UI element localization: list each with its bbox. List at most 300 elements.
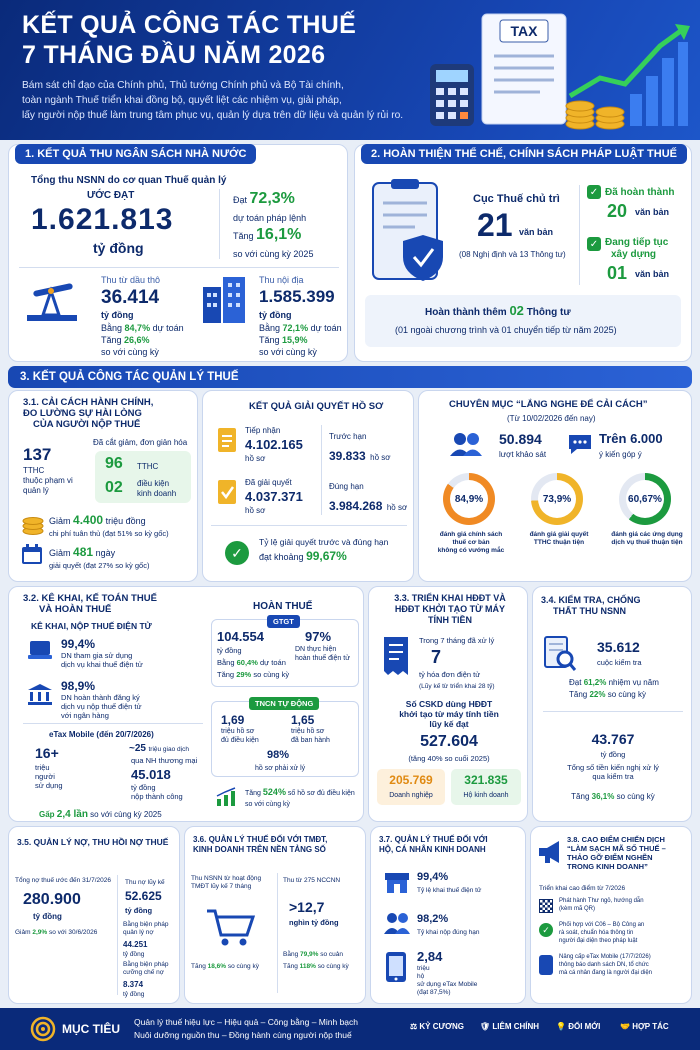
s1-lead2: ƯỚC ĐẠT [87,190,135,201]
dom-label: Thu nội địa [259,275,304,285]
s36-i1c: so cùng kỳ [227,963,259,970]
s31-title2: ĐO LƯỜNG SỰ HÀI LÒNG [23,408,142,419]
s38-b2b: rà soát, chuẩn hóa thông tin [559,930,634,936]
receipt-icon [381,635,411,677]
hs-rate1: Tỷ lệ giải quyết trước và đúng hạn [259,537,389,547]
s32-p1b: dịch vụ khai thuế điện tử [61,660,143,669]
s33-n2n: (tăng 40% so cuối 2025) [408,754,490,763]
ht-inc-c: số hồ sơ đủ điều kiện [287,790,355,797]
dom-value: 1.585.399 [259,287,335,306]
s31-n02: 02 [105,479,123,496]
s35-debt: 280.900 [23,891,81,908]
s32-u1a: triệu [35,763,50,772]
divider [543,711,683,712]
s36-i2a: Bằng [283,951,299,958]
s34-r1c: nhiệm vụ năm [608,678,659,687]
ht-inc-a: Tăng [245,790,261,797]
s38-lead: Triển khai cao điểm từ 7/2026 [539,885,626,892]
divider [23,723,203,724]
mobile-icon [385,951,407,983]
ht-t1b: đủ điều kiện [221,737,259,744]
footer-v2: LIÊM CHÍNH [492,1022,540,1031]
title-line-1: KẾT QUẢ CÔNG TÁC THUẾ [22,11,357,39]
s35-debt-a: Giảm [15,929,31,936]
ht-v1b: 60,4% [236,658,258,667]
s2-extra-c: Thông tư [526,307,571,318]
value-dm: 💡 ĐỔI MỚI [556,1022,601,1031]
dom-r2b: 15,9% [282,335,308,345]
hs-ontime-u: hồ sơ [386,503,408,512]
cm-n1u: lượt khảo sát [499,450,547,459]
oil-label: Thu từ dầu thô [101,275,161,285]
people-icon [383,911,411,935]
clipboard-shield-icon [369,177,447,283]
s34-r3a: Tăng [571,792,590,801]
check-icon: ✓ [587,237,601,251]
s34-r2b: 22% [589,690,606,699]
desc-line-3: lấy người nộp thuế làm trung tâm phục vụ, quản lý dựa trên dữ liệu và quản lý rủi ro. [22,110,404,121]
s34-title1: 3.4. KIỂM TRA, CHỐNG [541,595,641,605]
oil-pump-icon [23,279,81,323]
calendar-icon [21,543,43,565]
divider [321,425,322,515]
s2-done-num: 20 [607,201,628,221]
s37-p3b: hộ [417,973,425,980]
s32-p2c: với ngân hàng [61,711,109,720]
s35-m1u: tỷ đồng [123,951,145,958]
s32-sub: KÊ KHAI, NỘP THUẾ ĐIỆN TỬ [31,621,152,631]
s32-u3a: tỷ đồng [131,783,156,792]
s2-done-unit: văn bản [635,207,670,217]
s35-debt-c: so với 30/6/2026 [48,929,98,936]
s38-title3: THẢO GỠ ĐIỂM NGHẼN [567,853,653,862]
s33-l2a: Số CSKD dùng HĐĐT [405,699,493,709]
s31-day-b: 481 [73,545,94,559]
section-2-title: 2. HOÀN THIỆN THỂ CHẾ, CHÍNH SÁCH PHÁP LUẬT THUẾ [361,144,687,164]
s2-unit: văn bản [519,227,554,237]
s31-n96u: TTHC [137,462,159,471]
reach-pre: Đạt [233,195,248,205]
s32-gap-a: Gấp [39,810,55,819]
s34-n2: 43.767 [591,731,635,747]
s32-p2: 98,9% [61,679,96,693]
s34-r3c: so cùng kỳ [616,792,655,801]
footer-v3: ĐỔI MỚI [568,1022,601,1031]
s31-day-a: Giảm [49,548,71,558]
s36-i3b: 118% [299,963,316,970]
s37-card [370,826,526,1004]
s34-r2c: so cùng kỳ [607,690,646,699]
ht-v1e: 29% [236,670,252,679]
hs-ok-u: hồ sơ [245,506,266,515]
shopping-cart-icon [205,907,255,947]
inc-pre: Tăng [233,231,254,241]
oil-r2b: 26,6% [124,335,150,345]
section-2-card [354,144,692,362]
s35-col-u: tỷ đồng [125,906,153,915]
s31-n02a: điều kiện [137,479,170,488]
s1-unit: tỷ đồng [93,240,144,256]
ht-v1d: Tăng [217,670,235,679]
tax-label: TAX [510,23,538,39]
s2-cont-label2: xây dựng [611,249,657,260]
s34-r1b: 61,2% [583,678,607,687]
s33-hkd: 321.835 [464,773,508,787]
ht-v1: 104.554 [217,629,264,644]
ht-v1u: tỷ đồng [217,646,242,655]
s38-b2a: Phối hợp với C06 – Bộ Công an [559,922,645,928]
footer-v1: KỶ CƯƠNG [419,1022,464,1031]
s32-p1: 99,4% [61,637,96,651]
s31-cost-c: triệu đồng [105,516,146,526]
divider [117,875,118,995]
s37-p2: 98,2% [417,913,449,925]
s34-card [532,586,692,822]
dom-r1c: dự toán [310,323,342,333]
s33-title1: 3.3. TRIỂN KHAI HĐĐT VÀ [394,593,506,603]
s36-card [184,826,366,1004]
s32-gap-b: 2,4 lần [56,809,88,820]
s2-lead: Cục Thuế chủ trì [473,193,560,205]
s32-card [8,586,364,822]
s35-col-l: Thu nợ lũy kế [125,879,165,886]
check-circle-icon: ✓ [539,923,553,937]
s32-u1: 16+ [35,745,59,761]
s31-n137c: quản lý [23,486,49,495]
s35-m2u: tỷ đồng [123,991,145,998]
dom-r2c: so với cùng kỳ [259,347,317,357]
ring-value: 73,9% [538,480,576,518]
hs-early-u: hồ sơ [370,453,391,462]
hs-ok-v: 4.037.371 [245,489,303,504]
s32-title1: 3.2. KÊ KHAI, KẾ TOÁN THUẾ [23,593,157,604]
s38-title1: 3.8. CAO ĐIỂM CHIẾN DỊCH [567,835,665,844]
dom-r2a: Tăng [259,335,280,345]
chuyenmuc-card [418,390,692,582]
s33-n1u: tỷ hóa đơn điện tử [419,670,481,679]
dom-r1a: Bằng [259,323,281,333]
hs-rec-v: 4.102.165 [245,437,303,452]
header-banner [0,0,700,140]
s34-r1a: Đạt [569,678,582,687]
ring-value: 84,9% [450,480,488,518]
ring-label: đánh giá các ứng dụng dịch vụ thuế thuận tiện [611,531,683,546]
s38-b1b: (kèm mã QR) [559,906,595,912]
s31-n137b: thuộc phạm vi [23,476,73,485]
s36-title2: KINH DOANH TRÊN NỀN TẢNG SỐ [193,845,326,854]
s35-title: 3.5. QUẢN LÝ NỢ, THU HỒI NỢ THUẾ [17,837,169,847]
ring-value: 60,67% [626,480,664,518]
cm-n1: 50.894 [499,431,542,447]
s35-debt-b: 2,9% [32,929,48,936]
s38-b3b: thông báo danh sách DN, tổ chức [559,962,649,968]
s32-p1a: DN tham gia sử dụng [61,651,133,660]
divider [211,525,407,526]
s31-n137a: TTHC [23,466,45,475]
s32-u2: ~25 [129,743,146,754]
ht-v2: 97% [305,629,332,644]
s1-lead: Tổng thu NSNN do cơ quan Thuế quản lý [31,175,227,186]
cm-n2: 6.000 [630,431,663,446]
store-icon [383,871,411,895]
s35-debt-l: Tổng nợ thuế ước đến 31/7/2026 [15,877,111,884]
s2-note: (08 Nghị định và 13 Thông tư) [459,250,566,259]
check-circle-icon: ✓ [225,541,249,565]
s33-title3: TÍNH TIỀN [428,615,472,625]
oil-r1a: Bằng [101,323,123,333]
ht-v1f: so cùng kỳ [253,670,290,679]
footer-label: MỤC TIÊU [62,1022,120,1036]
dom-unit: tỷ đồng [259,310,292,320]
s31-cut: Đã cắt giảm, đơn giản hóa [93,438,188,447]
oil-r2a: Tăng [101,335,122,345]
s31-title1: 3.1. CẢI CÁCH HÀNH CHÍNH, [23,397,154,408]
building-icon [199,273,253,325]
s2-extra-b: 02 [509,303,524,318]
s36-i2c: so cuản [320,951,344,958]
s37-title1: 3.7. QUẢN LÝ THUẾ ĐỐI VỚI [379,835,488,844]
cm-date: (Từ 10/02/2026 đến nay) [507,414,596,423]
s35-m2: 8.374 [123,980,144,989]
s2-extra-a: Hoàn thành thêm [425,307,507,318]
oil-r1c: dự toán [152,323,184,333]
footer-v4: HỢP TÁC [632,1022,669,1031]
ht-t1a: triệu hồ sơ [221,728,255,735]
s31-cost-b: 4.400 [73,513,104,527]
desc-line-1: Bám sát chỉ đạo của Chính phủ, Thủ tướng Chính phủ và Bộ Tài chính, [22,80,344,91]
users-icon [449,431,483,457]
search-document-icon [543,635,577,673]
s38-b2c: người đại diện theo pháp luật [559,938,638,944]
s37-p3: 2,84 [417,949,443,964]
inc-post: so với cùng kỳ 2025 [233,249,314,259]
s37-title2: HỘ, CÁ NHÂN KINH DOANH [379,845,486,854]
cm-n2u: ý kiến góp ý [599,450,642,459]
s36-l1a: Thu NSNN từ hoạt động [191,875,262,882]
footer-l1: Quản lý thuế hiệu lực – Hiệu quả – Công bằng – Minh bạch [134,1017,359,1027]
hs-ontime: Đúng hạn [329,482,364,491]
s36-l2: Thu từ 275 NCCNN [283,877,341,884]
s38-title2: “LÀM SẠCH MÃ SỐ THUẾ – [567,844,666,853]
footer-l2: Nuôi dưỡng nguồn thu – Đồng hành cùng người nộp thuế [134,1030,352,1040]
s36-i3a: Tăng [283,963,298,970]
check-icon: ✓ [587,185,601,199]
s32-etax: eTax Mobile (đến 20/7/2026) [49,730,154,739]
s31-card [8,390,198,582]
s35-m2b: cưỡng chế nợ [123,969,165,976]
s37-p3a: triệu [417,965,430,972]
s38-card [530,826,692,1004]
growth-chart-icon [215,787,239,807]
s31-title3: CỦA NGƯỜI NỘP THUẾ [33,419,141,430]
s34-r3b: 36,1% [591,792,615,801]
ht-t3a: hồ sơ phải xử lý [255,765,306,772]
ht-inc-b: 524% [262,787,286,797]
hs-early-v: 39.833 [329,449,366,463]
ht-t3: 98% [267,749,290,761]
s36-i3c: so cùng kỳ [317,963,349,970]
hs-rec: Tiếp nhận [245,426,281,435]
s34-n2u: tỷ đồng [600,750,626,759]
ht-v2b: hoàn thuế điện tử [295,655,350,662]
s35-m1: 44.251 [123,940,148,949]
s38-title4: TRONG KINH DOANH” [567,862,648,871]
s37-p1a: Tỷ lệ khai thuế điện tử [417,887,482,894]
hs-rate-v: 99,67% [306,549,347,563]
section-3-title: 3. KẾT QUẢ CÔNG TÁC QUẢN LÝ THUẾ [8,366,692,388]
title-line-2: 7 THÁNG ĐẦU NĂM 2026 [22,41,326,69]
footer-banner [0,1008,700,1050]
ht-t2b: đã ban hành [291,737,330,744]
ring-label: đánh giá giải quyết TTHC thuận tiện [529,531,589,546]
s32-title2: VÀ HOÀN THUẾ [39,604,112,615]
ring-label: đánh giá chính sách thuế cơ bản không có vướng mắc [437,531,505,554]
s34-l2a: Tổng số tiền kiến nghị xử lý [567,763,659,772]
s32-u3b: nộp thành công [131,792,183,801]
document-icon [217,427,237,453]
reach-post: dự toán pháp lệnh [233,213,307,223]
satisfaction-ring [443,473,495,525]
ht-tncn: TNCN TỰ ĐỘNG [249,697,319,710]
s35-card [8,826,180,1004]
coins-icon [21,513,45,535]
inc-value: 16,1% [256,226,302,243]
phone-icon [539,955,553,975]
oil-r2c: so với cùng kỳ [101,347,159,357]
reach-value: 72,3% [249,190,295,207]
satisfaction-rings [419,473,693,577]
s2-num: 21 [477,207,513,243]
satisfaction-ring [619,473,671,525]
section-1-title: 1. KẾT QUẢ THU NGÂN SÁCH NHÀ NƯỚC [15,144,256,164]
hs-rec-u: hồ sơ [245,454,266,463]
s38-b3a: Nâng cấp eTax Mobile (17/7/2026) [559,954,651,960]
laptop-icon [27,639,53,661]
s34-r2a: Tăng [569,690,588,699]
s36-n2: >12,7 [289,899,325,915]
s34-n1: 35.612 [597,639,640,655]
s31-n96: 96 [105,455,123,472]
hs-ok: Đã giải quyết [245,478,292,487]
ht-title: HOÀN THUẾ [253,601,313,612]
s33-card [368,586,528,822]
qr-code-icon [539,899,553,913]
s36-i1a: Tăng [191,963,206,970]
s38-b1a: Phát hành Thư ngỏ, hướng dẫn [559,898,644,904]
s34-title2: THẤT THU NSNN [553,606,626,616]
s32-u2b: qua NH thương mại [131,756,198,765]
s31-n02b: kinh doanh [137,489,177,498]
oil-value: 36.414 [101,287,160,308]
s37-p3d: (đạt 87,5%) [417,989,451,996]
oil-r1b: 84,7% [124,323,151,333]
s35-m1a: Bằng biện pháp [123,921,169,928]
s33-n1: 7 [431,647,442,667]
s32-u2a: triệu giao dịch [148,746,189,753]
s31-n137: 137 [23,445,52,464]
s36-l1b: TMĐT lũy kế 7 tháng [191,883,252,890]
s33-title2: HĐĐT KHỞI TẠO TỪ MÁY [394,604,506,614]
s32-gap-c: so với cùng kỳ 2025 [90,810,162,819]
s37-p2a: Tỷ khai nộp đúng hạn [417,929,480,936]
dom-r1b: 72,1% [282,323,309,333]
hs-early: Trước hạn [329,432,367,441]
ht-inc-d: so với cùng kỳ [245,801,291,808]
s33-n2: 527.604 [420,733,478,750]
s2-cont-unit: văn bản [635,269,670,279]
value-kyc: ⚖ KỶ CƯƠNG [410,1022,464,1031]
bank-icon [27,683,53,705]
s31-day-d: giải quyết (đạt 27% so kỳ gốc) [49,561,150,570]
s31-cost-d: chi phí tuân thủ (đạt 51% so kỳ gốc) [49,529,169,538]
s33-l1: Trong 7 tháng đã xử lý [419,636,495,645]
s32-u1c: sử dụng [35,781,63,790]
s35-m1b: quản lý nợ [123,929,154,936]
ht-v1a: Bằng [217,658,235,667]
divider [579,185,580,285]
s2-extra-note: (01 ngoài chương trình và 01 chuyển tiếp từ năm 2025) [395,325,617,335]
satisfaction-ring [531,473,583,525]
s38-b3c: mà cá nhân đang là người đại diện [559,970,653,976]
divider [277,873,278,993]
s2-cont-num: 01 [607,263,628,283]
tax-illustration [420,6,690,138]
oil-unit: tỷ đồng [101,310,134,320]
cm-n2a: Trên [599,431,627,446]
ht-v2a: DN thực hiện [295,646,337,653]
s33-l2b: khởi tạo từ máy tính tiền [399,709,499,719]
s34-l2b: qua kiểm tra [592,772,634,781]
section-1-card [8,144,348,362]
page-title [22,10,356,70]
s32-p2b: dịch vụ nộp thuế điện tử [61,702,142,711]
ht-v1c: dự toán [260,658,286,667]
s32-u3: 45.018 [131,767,171,782]
s33-dn: 205.769 [389,773,433,787]
megaphone-icon [537,839,565,865]
s31-day-c: ngày [95,548,116,558]
desc-line-2: toàn ngành Thuế triển khai đồng bộ, quyết liệt các nhiệm vụ, giải pháp, [22,95,342,106]
value-ht: 🤝 HỢP TÁC [620,1022,669,1031]
s36-i2b: 79,9% [300,951,319,958]
s33-dn-u: Doanh nghiệp [389,792,433,799]
ht-t1: 1,69 [221,713,245,727]
s37-p3c: sử dụng eTax Mobile [417,981,478,988]
s33-hkd-u: Hộ kinh doanh [463,792,509,799]
ht-t2: 1,65 [291,713,315,727]
s36-i1b: 18,6% [207,963,227,970]
hoso-card [202,390,414,582]
hs-rate2: đạt khoảng [259,552,304,562]
s32-p2a: DN hoàn thành đăng ký [61,693,140,702]
document-check-icon [217,479,237,505]
s1-total: 1.621.813 [31,203,174,236]
s35-col: 52.625 [125,889,162,903]
s2-cont-label1: Đang tiếp tục [605,237,669,248]
ht-gtgt: GTGT [267,615,300,628]
s33-n1n: (Lũy kế từ triển khai 28 tỷ) [419,683,495,690]
s34-n1u: cuộc kiểm tra [597,658,642,667]
divider [219,189,220,259]
s35-m2a: Bằng biện pháp [123,961,169,968]
s33-l2c: lũy kế đạt [429,719,469,729]
s31-cost-a: Giảm [49,516,71,526]
s36-title1: 3.6. QUẢN LÝ THUẾ ĐỐI VỚI TMĐT, [193,835,328,844]
cm-title: CHUYÊN MỤC “LẮNG NGHE ĐỂ CẢI CÁCH” [449,399,648,410]
s2-done-label: Đã hoàn thành [605,187,675,198]
value-lc: 🛡 LIÊM CHÍNH [480,1022,540,1031]
s36-n2u: nghìn tỷ đồng [289,918,339,927]
